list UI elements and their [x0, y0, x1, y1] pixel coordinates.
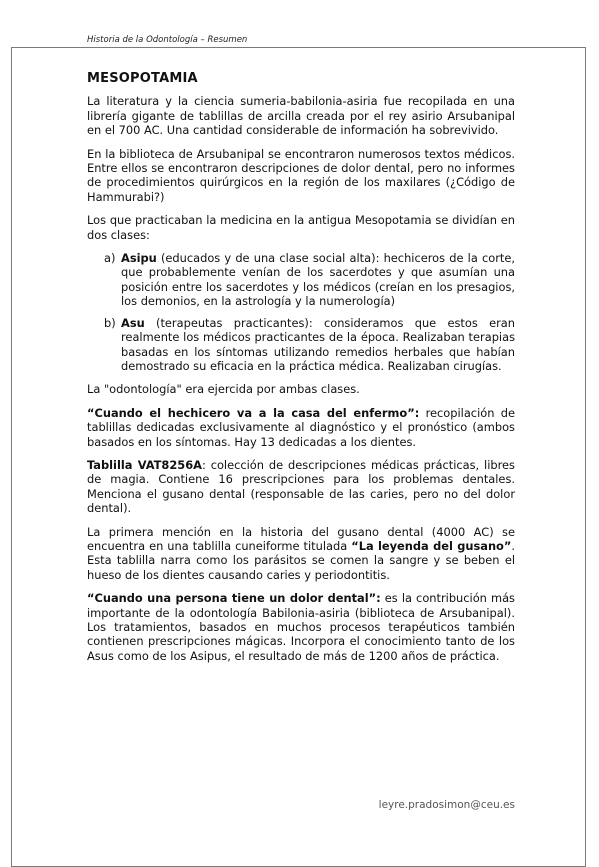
class-description-asipu: (educados y de una clase social alta): hechiceros de la corte, que probablemente venían de los sacerdotes y que asumían una posición entre los sacerdotes y los médicos (creían en los presagios, los demonios, en la astrología y la numerología) — [121, 251, 515, 309]
list-item-asu — [87, 316, 515, 374]
bold-tablilla: Tablilla VAT8256A — [87, 457, 202, 472]
paragraph-classes-intro: Los que practicaban la medicina en la antigua Mesopotamia se dividían en dos clases: — [87, 213, 515, 242]
paragraph-tablilla — [87, 458, 515, 516]
text-tablilla: : colección de descripciones médicas prácticas, libres de magia. Contiene 16 prescripciones para los problemas dentales. Menciona el gusano dental (responsable de las caries, pero no del dolor dental). — [87, 457, 515, 516]
footer-email: leyre.pradosimon@ceu.es — [378, 799, 515, 811]
class-name-asipu: Asipu — [121, 251, 157, 266]
paragraph-gusano — [87, 525, 515, 583]
bold-hechicero: “Cuando el hechicero va a la casa del enfermo”: — [87, 405, 420, 420]
bold-dolor: “Cuando una persona tiene un dolor dental”: — [87, 591, 381, 606]
section-title: MESOPOTAMIA — [87, 71, 198, 86]
paragraph-library: En la biblioteca de Arsubanipal se encontraron numerosos textos médicos. Entre ellos se encontraron descripciones de dolor dental, pero no informes de procedimientos quirúrgicos en la región de los maxilares (¿Código de Hammurabi?) — [87, 146, 515, 204]
bold-gusano: “La leyenda del gusano” — [351, 538, 512, 553]
running-header: Historia de la Odontología – Resumen — [87, 35, 248, 45]
classes-list — [87, 251, 515, 373]
paragraph-intro: La literatura y la ciencia sumeria-babilonia-asiria fue recopilada en una librería gigante de tablillas de arcilla creada por el rey asirio Arsubanipal en el 700 AC. Una cantidad considerable de información ha sobrevivido. — [87, 94, 515, 138]
class-description-asu: (terapeutas practicantes): consideramos que estos eran realmente los médicos practicantes de la época. Realizaban terapias basadas en los síntomas utilizando remedios herbales que habían demostrado su eficacia en la práctica médica. Realizaban cirugías. — [121, 315, 515, 373]
list-item-asipu — [87, 251, 515, 309]
list-marker: b) — [104, 315, 116, 330]
paragraph-odontology: La "odontología" era ejercida por ambas clases. — [87, 382, 360, 397]
list-marker: a) — [104, 251, 116, 266]
paragraph-hechicero — [87, 406, 515, 449]
text-dolor: es la contribución más importante de la odontología Babilonia-asiria (biblioteca de Arsubanipal). Los tratamientos, basados en muchos procesos terapéuticos también contienen prescripciones mágicas. Incorpora el conocimiento tanto de los Asus como de los Asipus, el resultado de más de 1200 años de práctica. — [87, 591, 515, 663]
text-gusano-b: . Esta tablilla narra como los parásitos se comen la sangre y se beben el hueso de los dientes causando caries y periodontitis. — [87, 538, 515, 582]
class-name-asu: Asu — [121, 315, 145, 330]
text-gusano-a: La primera mención en la historia del gusano dental (4000 AC) se encuentra en una tablilla cuneiforme titulada — [87, 524, 515, 553]
text-hechicero: recopilación de tablillas dedicadas exclusivamente al diagnóstico y el pronóstico (ambos basados en los síntomas. Hay 13 dedicadas a los dientes. — [87, 405, 515, 449]
document-body — [87, 72, 515, 672]
paragraph-dolor — [87, 591, 515, 663]
